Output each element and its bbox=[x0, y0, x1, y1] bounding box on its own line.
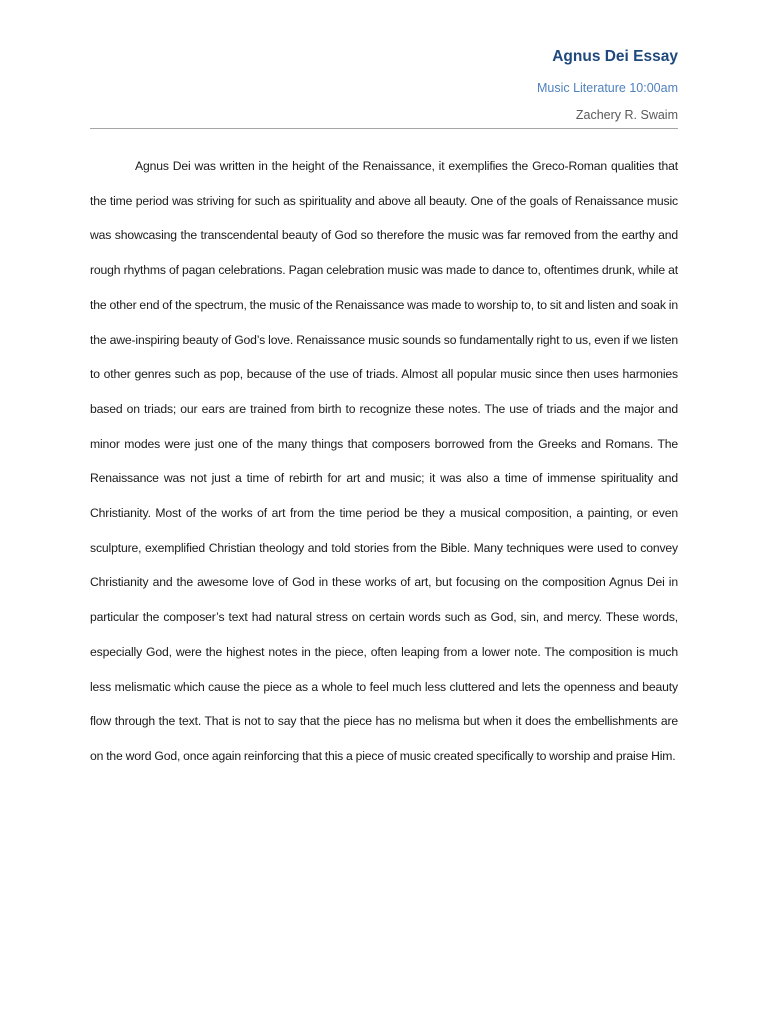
document-title: Agnus Dei Essay bbox=[552, 48, 678, 65]
header-divider bbox=[90, 128, 678, 129]
document-header bbox=[537, 46, 678, 124]
course-line: Music Literature 10:00am bbox=[536, 81, 678, 95]
essay-body-paragraph: Agnus Dei was written in the height of the Renaissance, it exemplifies the Greco-Roman qualities that the time period was striving for such as spirituality and above all beauty. One of the goals of Renaissance music was showcasing the transcendental beauty of God so therefore the music was far removed from the earthy and rough rhythms of pagan celebrations. Pagan celebration music was made to dance to, oftentimes drunk, while at the other end of the spectrum, the music of the Renaissance was made to worship to, to sit and listen and soak in the awe-inspiring beauty of God’s love. Renaissance music sounds so fundamentally right to us, even if we listen to other genres such as pop, because of the use of triads. Almost all popular music since then uses harmonies based on triads; our ears are trained from birth to recognize these notes. The use of triads and the major and minor modes were just one of the many things that composers borrowed from the Greeks and Romans. The Renaissance was not just a time of rebirth for art and music; it was also a time of immense spirituality and Christianity. Most of the works of art from the time period be they a musical composition, a painting, or even sculpture, exemplified Christian theology and told stories from the Bible. Many techniques were used to convey Christianity and the awesome love of God in these works of art, but focusing on the composition Agnus Dei in particular the composer’s text had natural stress on certain words such as God, sin, and mercy. These words, especially God, were the highest notes in the piece, often leaping from a lower note. The composition is much less melismatic which cause the piece as a whole to feel much less cluttered and lets the openness and beauty flow through the text. That is not to say that the piece has no melisma but when it does the embellishments are on the word God, once again reinforcing that this a piece of music created specifically to worship and praise Him. bbox=[90, 159, 678, 763]
author-line: Zachery R. Swaim bbox=[575, 108, 678, 122]
